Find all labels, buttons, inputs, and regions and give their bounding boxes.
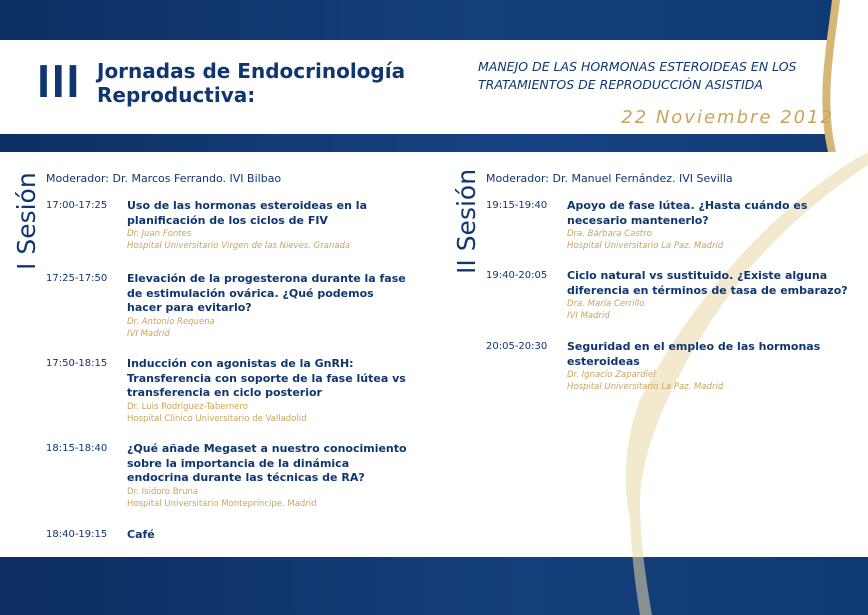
item-content: [567, 199, 852, 252]
item-affiliation: Hospital Universitario La Paz. Madrid: [567, 241, 724, 251]
item-time: 19:40-20:05: [486, 270, 548, 281]
item-affiliation: IVI Madrid: [127, 328, 170, 339]
item-title: Inducción con agonistas de la GnRH: Transferencia con soporte de la fase lútea vs transferencia en ciclo posterior: [127, 357, 406, 399]
item-content: [127, 199, 412, 252]
item-content: [567, 269, 852, 322]
item-title: Apoyo de fase lútea. ¿Hasta cuándo es necesario mantenerlo?: [567, 199, 808, 227]
item-content: [127, 528, 412, 543]
item-time: 17:25-17:50: [46, 273, 108, 284]
item-title: ¿Qué añade Megaset a nuestro conocimiento sobre la importancia de la dinámica endocrina durante las técnicas de RA?: [127, 442, 407, 484]
item-title: Café: [127, 528, 155, 541]
item-title: Uso de las hormonas esteroideas en la planificación de los ciclos de FIV: [127, 199, 367, 227]
edition-roman-numeral: III: [37, 57, 82, 108]
item-content: [567, 340, 852, 393]
item-title: Seguridad en el empleo de las hormonas esteroideas: [567, 340, 821, 368]
item-speaker: Dr. Isidoro Bruna: [127, 486, 199, 497]
item-affiliation: Hospital Universitario Virgen de las Nieves. Granada: [127, 241, 351, 251]
page-subtitle: [478, 58, 838, 94]
item-speaker: Dr. Ignacio Zapardiel: [567, 370, 656, 380]
subtitle-line-2: TRATAMIENTOS DE REPRODUCCIÓN ASISTIDA: [478, 77, 763, 92]
item-speaker: Dra. María Cerrillo: [567, 299, 645, 309]
item-speaker: Dr. Antonio Requena: [127, 316, 215, 327]
session-2-moderator: Moderador: Dr. Manuel Fernández. IVI Sevilla: [486, 172, 733, 185]
session-1-moderator: Moderador: Dr. Marcos Ferrando. IVI Bilbao: [46, 172, 282, 185]
item-content: [127, 357, 412, 425]
session-1-label: I Sesión: [12, 172, 41, 270]
item-affiliation: Hospital Universitario Montepríncipe. Madrid: [127, 498, 317, 509]
item-time: 19:15-19:40: [486, 200, 548, 211]
item-title: Elevación de la progesterona durante la fase de estimulación ovárica. ¿Qué podemos hacer para evitarlo?: [127, 272, 406, 314]
subtitle-line-1: MANEJO DE LAS HORMONAS ESTEROIDEAS EN LOS: [478, 59, 797, 74]
item-time: 20:05-20:30: [486, 341, 548, 352]
item-affiliation: Hospital Universitario La Paz. Madrid: [567, 382, 724, 392]
title-line-2: Reproductiva:: [97, 83, 256, 107]
item-time: 18:15-18:40: [46, 443, 108, 454]
item-affiliation: Hospital Clínico Universitario de Valladolid: [127, 413, 307, 424]
item-time: 17:50-18:15: [46, 358, 108, 369]
item-speaker: Dra. Bárbara Castro: [567, 229, 652, 239]
item-speaker: Dr. Luis Rodríguez-Tabernero: [127, 401, 248, 412]
item-content: [127, 272, 412, 340]
event-date: 22 Noviembre 2012: [621, 107, 834, 128]
title-line-1: Jornadas de Endocrinología: [97, 59, 406, 83]
item-title: Ciclo natural vs sustituido. ¿Existe alguna diferencia en términos de tasa de embarazo?: [567, 269, 848, 297]
item-speaker: Dr. Juan Fontes: [127, 229, 192, 239]
page-title: [97, 59, 405, 107]
item-time: 18:40-19:15: [46, 529, 108, 540]
item-time: 17:00-17:25: [46, 200, 108, 211]
item-content: [127, 442, 412, 510]
session-2-label: II Sesión: [452, 168, 481, 274]
item-affiliation: IVI Madrid: [567, 311, 610, 321]
